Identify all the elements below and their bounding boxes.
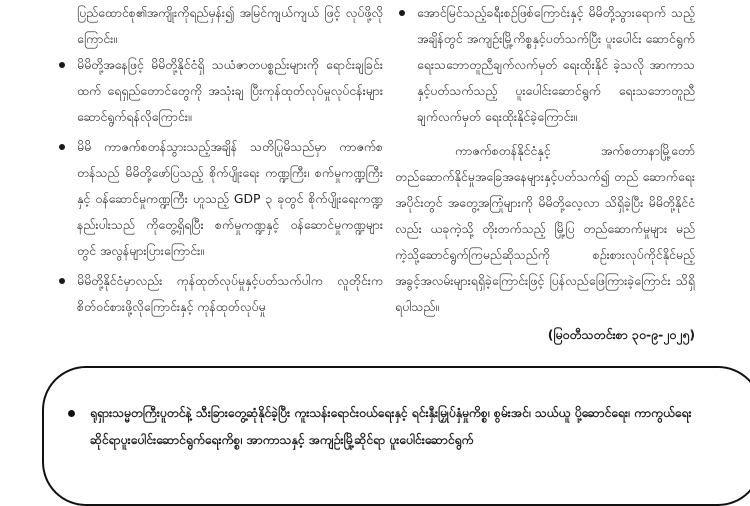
- bullet-text: အောင်မြင်သည့်ခရီးစဉ်ဖြစ်ကြောင်းနှင့် မိမိတို့သွားရောက် သည့်အချိန်တွင် အကျဉ်းမြို့ကိစ္စနှင့်ပတ်သက်ပြီး ပူးပေါင်း ဆောင်ရွက်ရေးသဘောတူညီချက်လက်မှတ် ရေးထိုးနိုင် ခဲ့သလို အာကာသနှင့်ပတ်သက်သည့် ပူးပေါင်းဆောင်ရွက် ရေးသဘောတူညီချက်လက်မှတ် ရေးထိုးနိုင်ခဲ့ကြောင်း။: [417, 5, 695, 124]
- list-item: [55, 52, 383, 130]
- bullet-icon: [68, 410, 75, 417]
- list-item: [55, 134, 383, 264]
- left-column: [55, 0, 383, 324]
- right-bullet-list: [395, 0, 695, 130]
- list-item: [395, 0, 695, 130]
- bullet-text: မိမိတို့အနေဖြင့် မိမိတို့နိုင်ငံရှိ သယံဇာတပစ္စည်းများကို ရောင်းချခြင်းထက် ရေရှည်တောင်တွေကို အသုံးချ ပြီးကုန်ထုတ်လုပ်မှုလုပ်ငန်းများဆောင်ရွက်ရန်လိုကြောင်း။: [77, 57, 383, 124]
- bullet-icon: [59, 278, 65, 284]
- left-bullet-list: [55, 52, 383, 320]
- callout-text: ရုရှားသမ္မတကြီးပူတင်နဲ့ သီးခြားတွေ့ဆုံနိုင်ခဲ့ပြီး ကူးသန်းရောင်းဝယ်ရေးနှင့် ရင်းနှီးမြှုပ်နှံမှုကိစ္စ၊ စွမ်းအင်၊ သယ်ယူ ပို့ဆောင်ရေး၊ ကာကွယ်ရေးဆိုင်ရာပူးပေါင်းဆောင်ရွက်ရေးကိစ္စ၊ အာကာသနှင့် အကျဉ်းမြို့ဆိုင်ရာ ပူးပေါင်းဆောင်ရွက်: [90, 406, 692, 447]
- left-top-fragment: ပြည်ထောင်စု၏အကျိုးကိုရည်မှန်း၍ အမြင်ကျယ်ကျယ် ဖြင့် လုပ်ဖို့လိုကြောင်း။: [77, 5, 383, 46]
- right-column: [395, 0, 695, 348]
- bullet-icon: [59, 144, 65, 150]
- bullet-icon: [59, 62, 65, 68]
- body-paragraph: ကာဇက်စတန်နိုင်ငံနှင့် အက်စတာနာမြို့တော် တည်ဆောက်နိုင်မှုအခြေအနေများနှင့်ပတ်သက်၍ တည် ဆောက်ရေးအပိုင်းတွင် အတွေ့အကြုံများကို မိမိတို့လေ့လာ သိရှိခဲ့ပြီး မိမိတို့နိုင်ငံလည်း ယခုကဲ့သို့ တိုးတက်သည့် မြို့ပြ တည်ဆောက်မှုများ မည်ကဲ့သို့ဆောင်ရွက်ကြမည်ဆိုသည်ကို စဉ်းစားလုပ်ကိုင်နိုင်မည့် အခွင့်အလမ်းများရရှိခဲ့ကြောင်းဖြင့် ပြန်လည်ဖြေကြားခဲ့ကြောင်း သိရှိရပါသည်။: [395, 143, 695, 314]
- source-citation: (မြဝတီသတင်းစာ ၃၀-၉-၂၀၂၅): [547, 327, 695, 342]
- list-item: [55, 268, 383, 320]
- bullet-icon: [399, 10, 405, 16]
- bullet-text: မိမိတို့နိုင်ငံမှာလည်း ကုန်ထုတ်လုပ်မှုနှင့်ပတ်သက်ပါက လူတိုင်းက စိတ်ဝင်စားဖို့လိုကြောင်းနှင့် ကုန်ထုတ်လုပ်မှု: [77, 273, 383, 314]
- bullet-text: မိမိ ကာဇက်စတန်သွားသည့်အချိန် သတိပြုမိသည်မှာ ကာဇက်စတန်သည် မိမိတို့ဖော်ပြသည့် စိုက်ပျိုးရေး ကဏ္ဍကြီး၊ စက်မှုကဏ္ဍကြီးနှင့် ဝန်ဆောင်မှုကဏ္ဍကြီး ဟူသည့် GDP ၃ ခုတွင် စိုက်ပျိုးရေးကဏ္ဍနည်းပါးသည် ကိုတွေ့ရှိရပြီး စက်မှုကဏ္ဍနှင့် ဝန်ဆောင်မှုကဏ္ဍများ တွင် အလွန်များပြားကြောင်း။: [77, 139, 383, 258]
